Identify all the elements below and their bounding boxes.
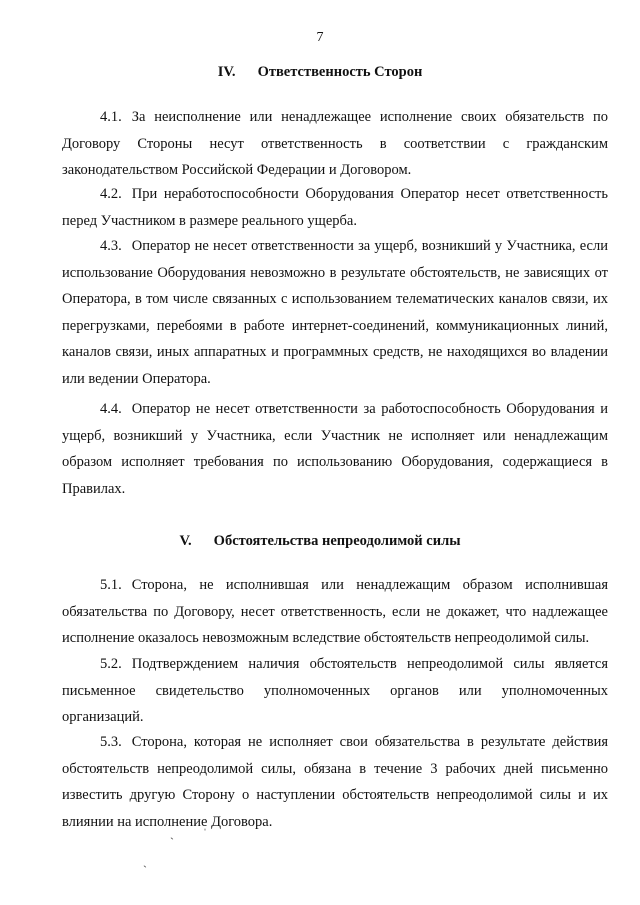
paragraph-number: 4.2.: [100, 186, 122, 202]
scan-speck: ˎ: [170, 826, 174, 840]
paragraph-4-4: [62, 396, 608, 502]
paragraph-4-3: [62, 233, 608, 393]
section-4-heading: [0, 64, 640, 81]
section-5-heading: [0, 533, 640, 550]
paragraph-text: Оператор не несет ответственности за ущерб, возникший у Участника, если использование Оборудования невозможно в результате обстоятельств, не зависящих от Оператора, в том числе связанных с использованием телематических каналов связи, их перегрузками, перебоями в работе интернет-соединений, коммуникационных линий, каналов связи, иных аппаратных и программных средств, не находящихся во владении или ведении Оператора.: [62, 238, 608, 387]
paragraph-text: Подтверждением наличия обстоятельств непреодолимой силы является письменное свидетельство уполномоченных органов или уполномоченных организаций.: [62, 656, 608, 726]
paragraph-number: 4.4.: [100, 401, 122, 417]
paragraph-number: 4.1.: [100, 109, 122, 125]
paragraph-text: При неработоспособности Оборудования Оператор несет ответственность перед Участником в размере реального ущерба.: [62, 186, 608, 229]
paragraph-text: Сторона, не исполнившая или ненадлежащим образом исполнившая обязательства по Договору, несет ответственность, если не докажет, что надлежащее исполнение оказалось невозможным вследствие обстоятельств непреодолимой силы.: [62, 577, 608, 647]
section-5-title: Обстоятельства непреодолимой силы: [213, 533, 461, 549]
paragraph-5-2: [62, 651, 608, 731]
paragraph-text: За неисполнение или ненадлежащее исполнение своих обязательств по Договору Стороны несут ответственность в соответствии с гражданским законодательством Российской Федерации и Договором.: [62, 109, 608, 179]
paragraph-5-3: [62, 729, 608, 835]
scan-speck: ˈ: [203, 826, 207, 840]
paragraph-4-2: [62, 181, 608, 234]
section-4-title: Ответственность Сторон: [257, 64, 423, 80]
paragraph-number: 5.2.: [100, 656, 122, 672]
paragraph-5-1: [62, 572, 608, 652]
scan-speck: ˎ: [143, 854, 147, 868]
paragraph-number: 5.3.: [100, 734, 122, 750]
paragraph-4-1: [62, 104, 608, 184]
paragraph-number: 5.1.: [100, 577, 122, 593]
section-5-number: V.: [179, 533, 192, 549]
paragraph-text: Сторона, которая не исполняет свои обязательства в результате действия обстоятельств непреодолимой силы, обязана в течение 3 рабочих дней письменно известить другую Сторону о наступлении обстоятельств непреодолимой силы и их влиянии на исполнение Договора.: [62, 734, 608, 830]
section-4-number: IV.: [217, 64, 236, 80]
paragraph-number: 4.3.: [100, 238, 122, 254]
page-number: 7: [316, 30, 324, 45]
paragraph-text: Оператор не несет ответственности за работоспособность Оборудования и ущерб, возникший у Участника, если Участник не исполняет или ненадлежащим образом исполняет требования по использованию Оборудования, содержащиеся в Правилах.: [62, 401, 608, 497]
